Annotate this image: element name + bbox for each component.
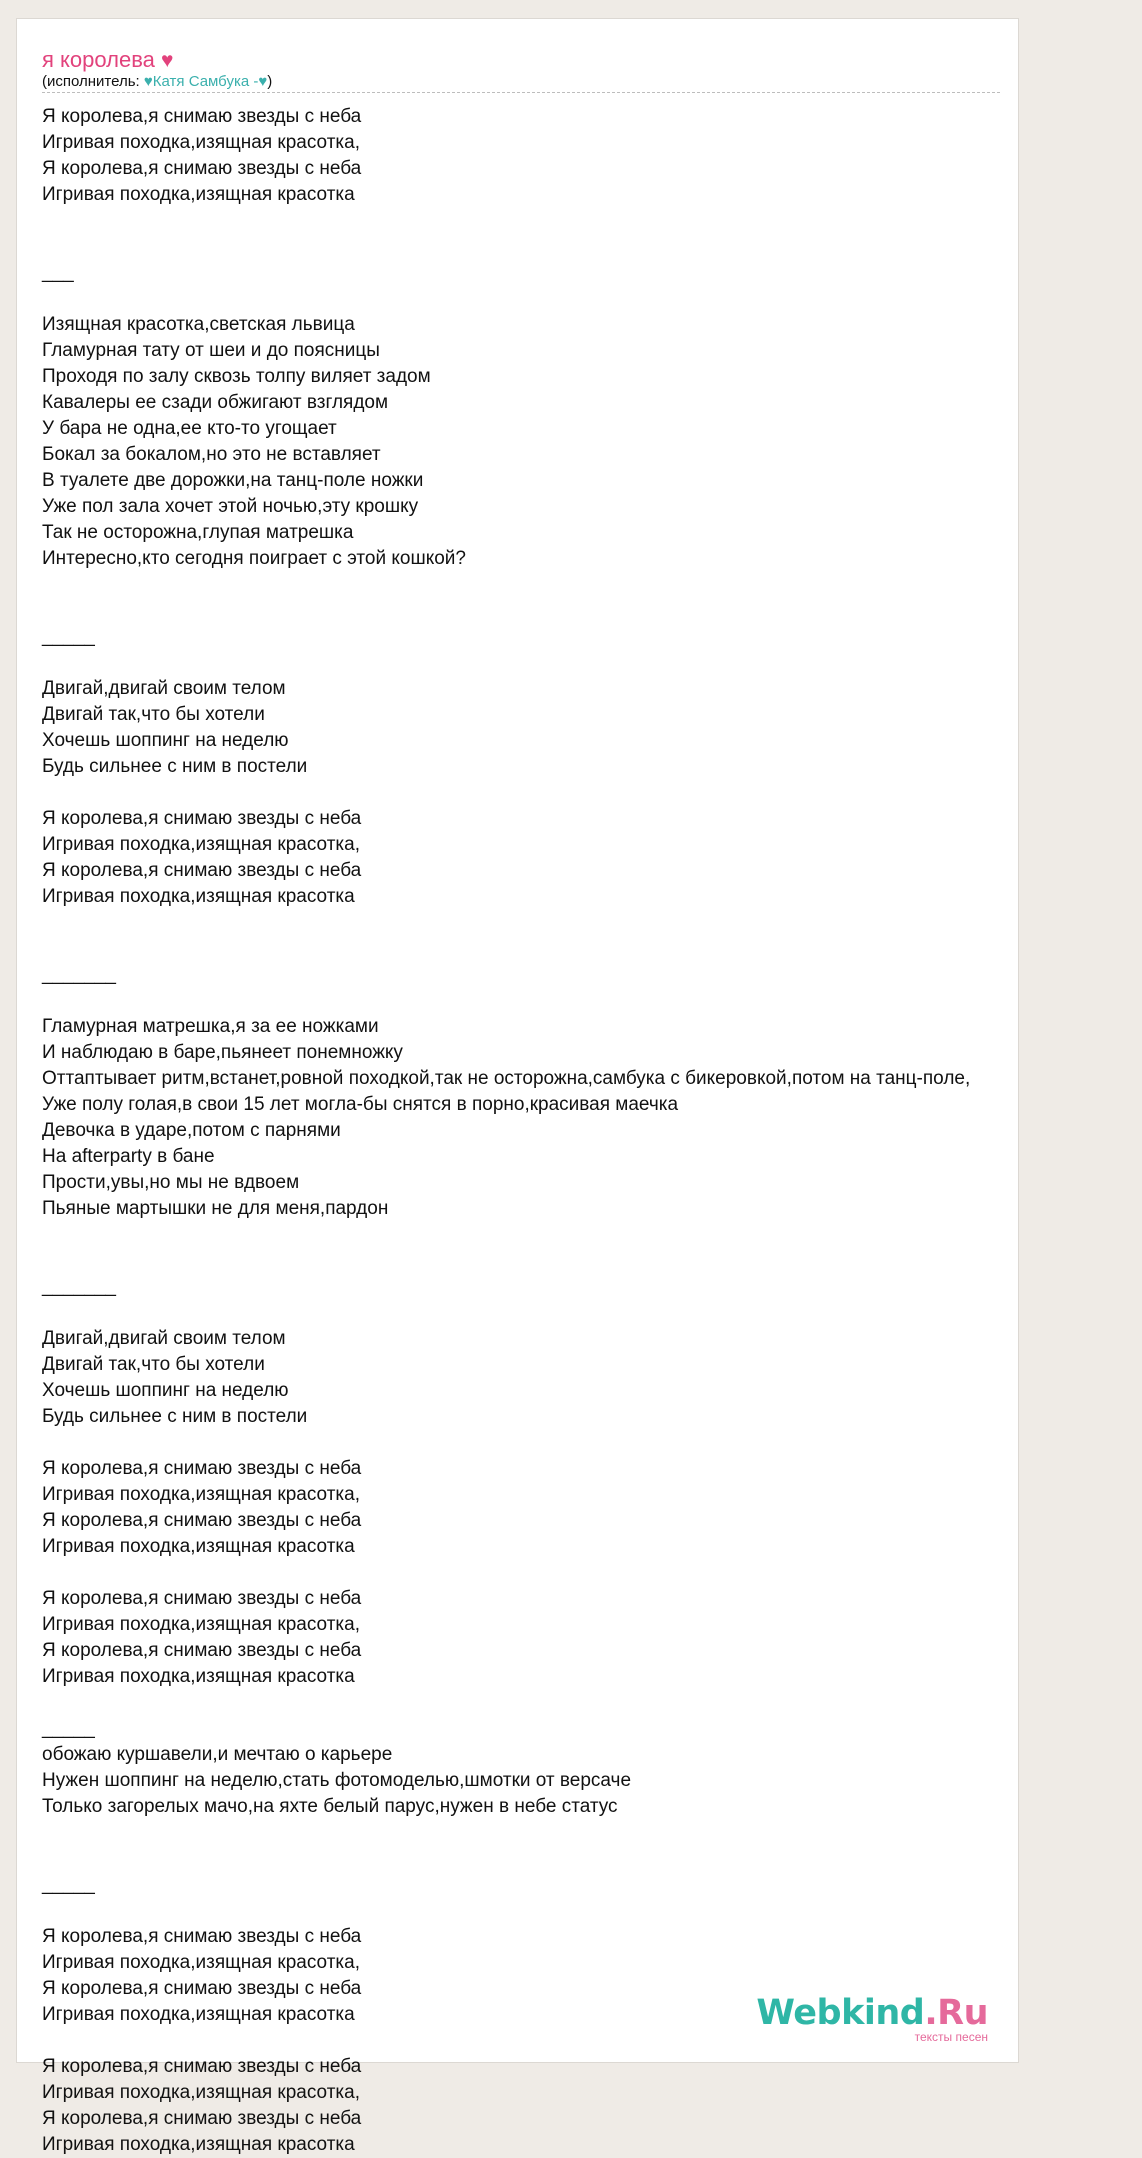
lyric-line: Двигай,двигай своим телом bbox=[42, 1328, 286, 1349]
lyric-line: Прости,увы,но мы не вдвоем bbox=[42, 1172, 300, 1193]
lyric-line bbox=[42, 1222, 1142, 1248]
lyric-line bbox=[42, 1248, 1142, 1274]
heart-icon: ♥ bbox=[143, 73, 153, 90]
lyric-line bbox=[42, 1560, 1142, 1586]
lyric-line: Двигай так,что бы хотели bbox=[42, 1354, 265, 1375]
lyric-line: Я королева,я снимаю звезды с неба bbox=[42, 2056, 362, 2077]
lyric-line: Интересно,кто сегодня поиграет с этой кошкой? bbox=[42, 548, 466, 569]
lyric-line: Девочка в ударе,потом с парнями bbox=[42, 1120, 341, 1141]
logo-wordmark bbox=[756, 1992, 988, 2034]
lyric-line bbox=[42, 1846, 1142, 1872]
lyric-line: _____ bbox=[42, 1874, 95, 1895]
lyric-line: Игривая походка,изящная красотка bbox=[42, 1536, 355, 1557]
lyric-line: обожаю куршавели,и мечтаю о карьере bbox=[42, 1744, 393, 1765]
lyric-line: Уже пол зала хочет этой ночью,эту крошку bbox=[42, 496, 419, 517]
logo-web-text: Webkind bbox=[756, 1993, 925, 2033]
lyric-line: _____ bbox=[42, 626, 95, 647]
lyric-line: На afterparty в бане bbox=[42, 1146, 215, 1167]
lyric-line: Будь сильнее с ним в постели bbox=[42, 1406, 308, 1427]
lyric-line: _______ bbox=[42, 1276, 116, 1297]
lyric-line: Игривая походка,изящная красотка bbox=[42, 2004, 355, 2025]
lyric-line: Игривая походка,изящная красотка bbox=[42, 1666, 355, 1687]
lyric-line: Игривая походка,изящная красотка bbox=[42, 184, 355, 205]
lyric-line: Я королева,я снимаю звезды с неба bbox=[42, 1458, 362, 1479]
artist-prefix: (исполнитель: bbox=[42, 73, 144, 90]
lyric-line bbox=[42, 598, 1142, 624]
lyric-line: Гламурная матрешка,я за ее ножками bbox=[42, 1016, 379, 1037]
artist-line bbox=[42, 72, 272, 92]
lyric-line bbox=[42, 988, 1142, 1014]
lyric-line: Двигай так,что бы хотели bbox=[42, 704, 265, 725]
lyric-line: Пьяные мартышки не для меня,пардон bbox=[42, 1198, 389, 1219]
lyric-line bbox=[42, 910, 1142, 936]
lyric-line bbox=[42, 234, 1142, 260]
lyric-line: Я королева,я снимаю звезды с неба bbox=[42, 1510, 362, 1531]
lyrics-card bbox=[16, 18, 1019, 2155]
lyrics-body bbox=[42, 104, 1142, 2158]
lyric-line: Игривая походка,изящная красотка, bbox=[42, 1484, 360, 1505]
lyric-line bbox=[42, 936, 1142, 962]
artist-link[interactable]: Катя Самбука - bbox=[152, 73, 259, 90]
lyric-line: Хочешь шоппинг на неделю bbox=[42, 730, 289, 751]
lyric-line bbox=[42, 650, 1142, 676]
lyric-line: Бокал за бокалом,но это не вставляет bbox=[42, 444, 381, 465]
lyric-line: Двигай,двигай своим телом bbox=[42, 678, 286, 699]
lyric-line: Изящная красотка,светская львица bbox=[42, 314, 355, 335]
lyric-line: Проходя по залу сквозь толпу виляет задом bbox=[42, 366, 431, 387]
lyric-line: ___ bbox=[42, 262, 74, 283]
lyric-line bbox=[42, 1898, 1142, 1924]
lyric-line: Гламурная тату от шеи и до поясницы bbox=[42, 340, 380, 361]
lyric-line: Игривая походка,изящная красотка bbox=[42, 2134, 355, 2155]
lyric-line: Хочешь шоппинг на неделю bbox=[42, 1380, 289, 1401]
artist-suffix: ) bbox=[267, 73, 273, 90]
lyric-line: Уже полу голая,в свои 15 лет могла-бы снятся в порно,красивая маечка bbox=[42, 1094, 679, 1115]
lyric-line bbox=[42, 1690, 1142, 1716]
lyric-line: _______ bbox=[42, 964, 116, 985]
lyric-line: Игривая походка,изящная красотка, bbox=[42, 1952, 360, 1973]
lyric-line: Будь сильнее с ним в постели bbox=[42, 756, 308, 777]
lyric-line: Игривая походка,изящная красотка, bbox=[42, 132, 360, 153]
lyric-line: Я королева,я снимаю звезды с неба bbox=[42, 106, 362, 127]
lyric-line: Игривая походка,изящная красотка bbox=[42, 886, 355, 907]
lyric-line: Игривая походка,изящная красотка, bbox=[42, 1614, 360, 1635]
song-title-text: я королева bbox=[42, 47, 155, 72]
lyric-line: Я королева,я снимаю звезды с неба bbox=[42, 1640, 362, 1661]
lyric-line bbox=[42, 286, 1142, 312]
lyric-line: И наблюдаю в баре,пьянеет понемножку bbox=[42, 1042, 403, 1063]
lyric-line: Я королева,я снимаю звезды с неба bbox=[42, 2108, 362, 2129]
lyric-line bbox=[42, 1430, 1142, 1456]
lyric-line: Я королева,я снимаю звезды с неба bbox=[42, 158, 362, 179]
lyric-line: Кавалеры ее сзади обжигают взглядом bbox=[42, 392, 389, 413]
lyric-line bbox=[42, 1820, 1142, 1846]
lyric-line: Нужен шоппинг на неделю,стать фотомоделью,шмотки от версаче bbox=[42, 1770, 632, 1791]
lyric-line: Игривая походка,изящная красотка, bbox=[42, 834, 360, 855]
heart-icon: ♥ bbox=[258, 73, 268, 90]
heart-icon: ♥ bbox=[161, 49, 174, 72]
lyric-line: Только загорелых мачо,на яхте белый парус,нужен в небе статус bbox=[42, 1796, 618, 1817]
lyric-line: Я королева,я снимаю звезды с неба bbox=[42, 860, 362, 881]
lyric-line bbox=[42, 208, 1142, 234]
lyric-line bbox=[42, 1300, 1142, 1326]
lyric-line: _____ bbox=[42, 1718, 95, 1739]
lyric-line: Оттаптывает ритм,встанет,ровной походкой,так не осторожна,самбука с бикеровкой,потом на танц-поле, bbox=[42, 1068, 971, 1089]
lyric-line: У бара не одна,ее кто-то угощает bbox=[42, 418, 337, 439]
logo-tagline: тексты песен bbox=[914, 2030, 988, 2044]
webkind-logo[interactable] bbox=[756, 1992, 996, 2044]
lyric-line: Игривая походка,изящная красотка, bbox=[42, 2082, 360, 2103]
lyric-line: В туалете две дорожки,на танц-поле ножки bbox=[42, 470, 424, 491]
lyric-line bbox=[42, 780, 1142, 806]
header-divider bbox=[42, 92, 1000, 93]
lyric-line: Я королева,я снимаю звезды с неба bbox=[42, 1926, 362, 1947]
lyric-line: Я королева,я снимаю звезды с неба bbox=[42, 1588, 362, 1609]
lyric-line: Я королева,я снимаю звезды с неба bbox=[42, 1978, 362, 1999]
logo-ru-text: .Ru bbox=[924, 1993, 988, 2033]
lyric-line bbox=[42, 572, 1142, 598]
lyric-line: Так не осторожна,глупая матрешка bbox=[42, 522, 354, 543]
lyric-line: Я королева,я снимаю звезды с неба bbox=[42, 808, 362, 829]
